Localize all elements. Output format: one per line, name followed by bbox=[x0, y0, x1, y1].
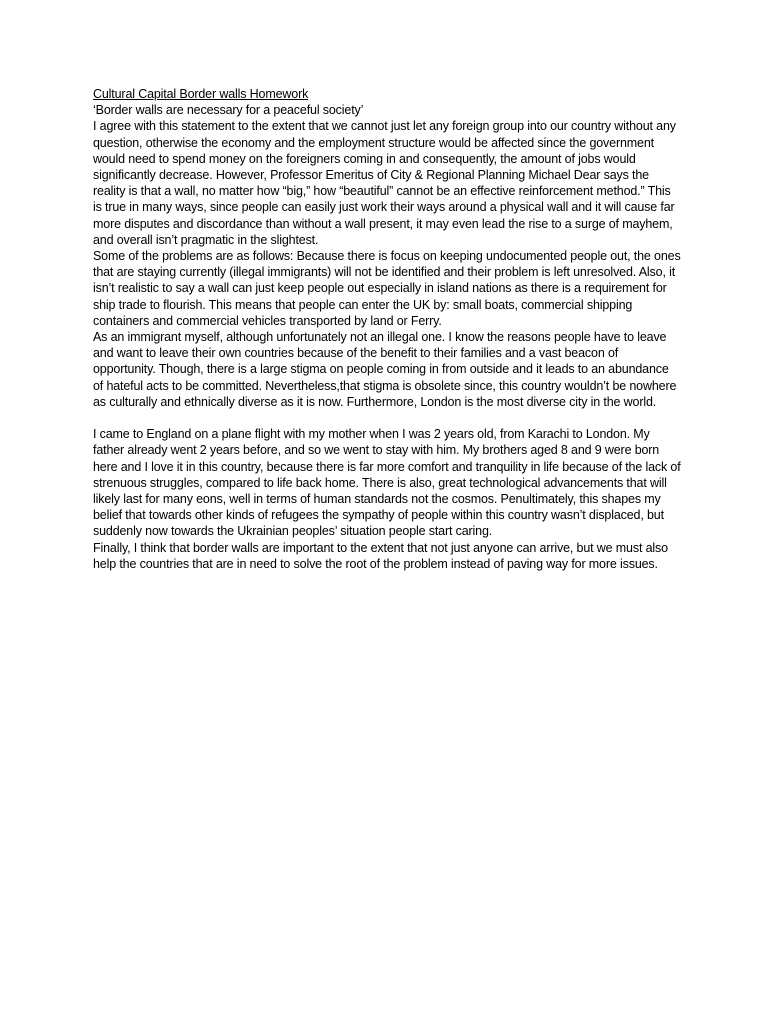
paragraph-personal-story: I came to England on a plane flight with my mother when I was 2 years old, from Karachi to London. My father already went 2 years before, and so we went to stay with him. My brothers aged 8 and 9 were born here and I love it in this country, because there is far more comfort and tranquility in life because of the lack of strenuous struggles, compared to life back home. There is also, great technological advancements that will likely last for many eons, well in terms of human standards not the cosmos. Penultimately, this shapes my belief that towards other kinds of refugees the sympathy of people within this country wasn’t displaced, but suddenly now towards the Ukrainian peoples’ situation people start caring. bbox=[93, 427, 681, 539]
document-body bbox=[93, 86, 681, 572]
document-subtitle: ‘Border walls are necessary for a peaceful society’ bbox=[93, 103, 364, 118]
document-title: Cultural Capital Border walls Homework bbox=[93, 87, 309, 101]
blank-line bbox=[93, 410, 681, 426]
paragraph-immigrant: As an immigrant myself, although unfortunately not an illegal one. I know the reasons people have to leave and want to leave their own countries because of the benefit to their families and a vast beacon of opportunity. Though, there is a large stigma on people coming in from outside and it leads to an abundance of hateful acts to be committed. Nevertheless,that stigma is obsolete since, this country wouldn’t be nowhere as culturally and ethnically diverse as it is now. Furthermore, London is the most diverse city in the world. bbox=[93, 330, 677, 409]
paragraph-conclusion: Finally, I think that border walls are important to the extent that not just anyone can arrive, but we must also help the countries that are in need to solve the root of the problem instead of paving way for more issues. bbox=[93, 540, 668, 571]
paragraph-intro: I agree with this statement to the extent that we cannot just let any foreign group into our country without any question, otherwise the economy and the employment structure would be affected since the government would need to spend money on the foreigners coming in and consequently, the amount of jobs would significantly decrease. However, Professor Emeritus of City & Regional Planning Michael Dear says the reality is that a wall, no matter how “big,” how “beautiful” cannot be an effective reinforcement method.” This is true in many ways, since people can easily just work their ways around a physical wall and it will cause far more disputes and discordance than without a wall present, it may even lead the rise to a surge of mayhem, and overall isn’t pragmatic in the slightest. bbox=[93, 119, 676, 247]
paragraph-problems: Some of the problems are as follows: Because there is focus on keeping undocumented people out, the ones that are staying currently (illegal immigrants) will not be identified and their problem is left unresolved. Also, it isn’t realistic to say a wall can just keep people out especially in island nations as there is a requirement for ship trade to flourish. This means that people can enter the UK by: small boats, commercial shipping containers and commercial vehicles transported by land or Ferry. bbox=[93, 249, 681, 328]
